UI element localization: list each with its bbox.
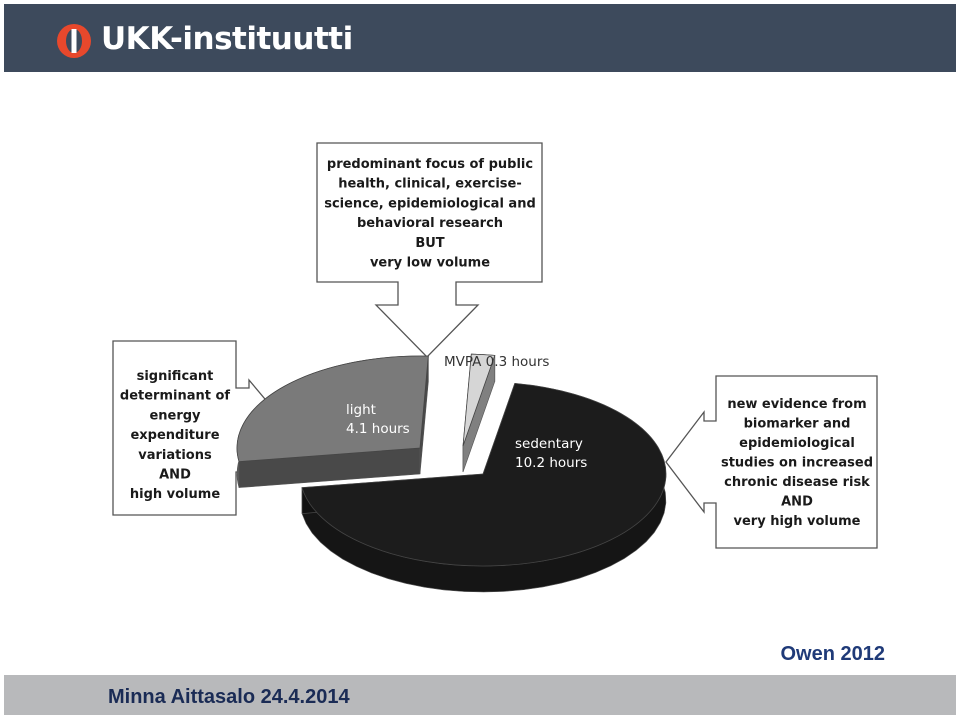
right-line: studies on increased — [720, 455, 874, 471]
slice-label-sedentary: sedentary — [515, 436, 583, 452]
top-line: predominant focus of public — [326, 157, 534, 172]
top-line: health, clinical, exercise- — [338, 176, 522, 192]
left-line: variations — [138, 447, 212, 463]
top-line: very low volume — [369, 255, 491, 271]
logo-text: UKK-instituutti — [101, 21, 353, 57]
right-line: epidemiological — [739, 436, 855, 451]
slice-label-mvpa: MVPA 0.3 hours — [444, 354, 550, 370]
footer-text: Minna Aittasalo 24.4.2014 — [108, 686, 350, 708]
right-line: chronic disease risk — [724, 475, 870, 490]
left-line: expenditure — [130, 428, 220, 444]
right-line: very high volume — [733, 514, 861, 529]
left-line: energy — [149, 408, 201, 424]
pie-slices — [237, 354, 666, 592]
slice-label-light: 4.1 hours — [346, 421, 410, 437]
right-line: AND — [781, 494, 813, 510]
left-line: significant — [136, 369, 214, 384]
slice-label-sedentary: 10.2 hours — [515, 455, 588, 471]
right-callout — [666, 376, 877, 548]
right-line: biomarker and — [743, 416, 851, 432]
slice-light — [237, 356, 428, 462]
left-line: AND — [159, 467, 191, 483]
top-callout — [317, 143, 542, 357]
slice-label-light: light — [346, 402, 376, 418]
top-line: BUT — [415, 235, 445, 251]
right-line: new evidence from — [727, 397, 867, 412]
citation: Owen 2012 — [780, 643, 885, 665]
top-line: science, epidemiological and — [324, 196, 536, 212]
top-line: behavioral research — [356, 216, 504, 232]
footer-bar — [4, 675, 956, 715]
left-line: determinant of — [119, 388, 231, 404]
left-line: high volume — [129, 487, 221, 503]
